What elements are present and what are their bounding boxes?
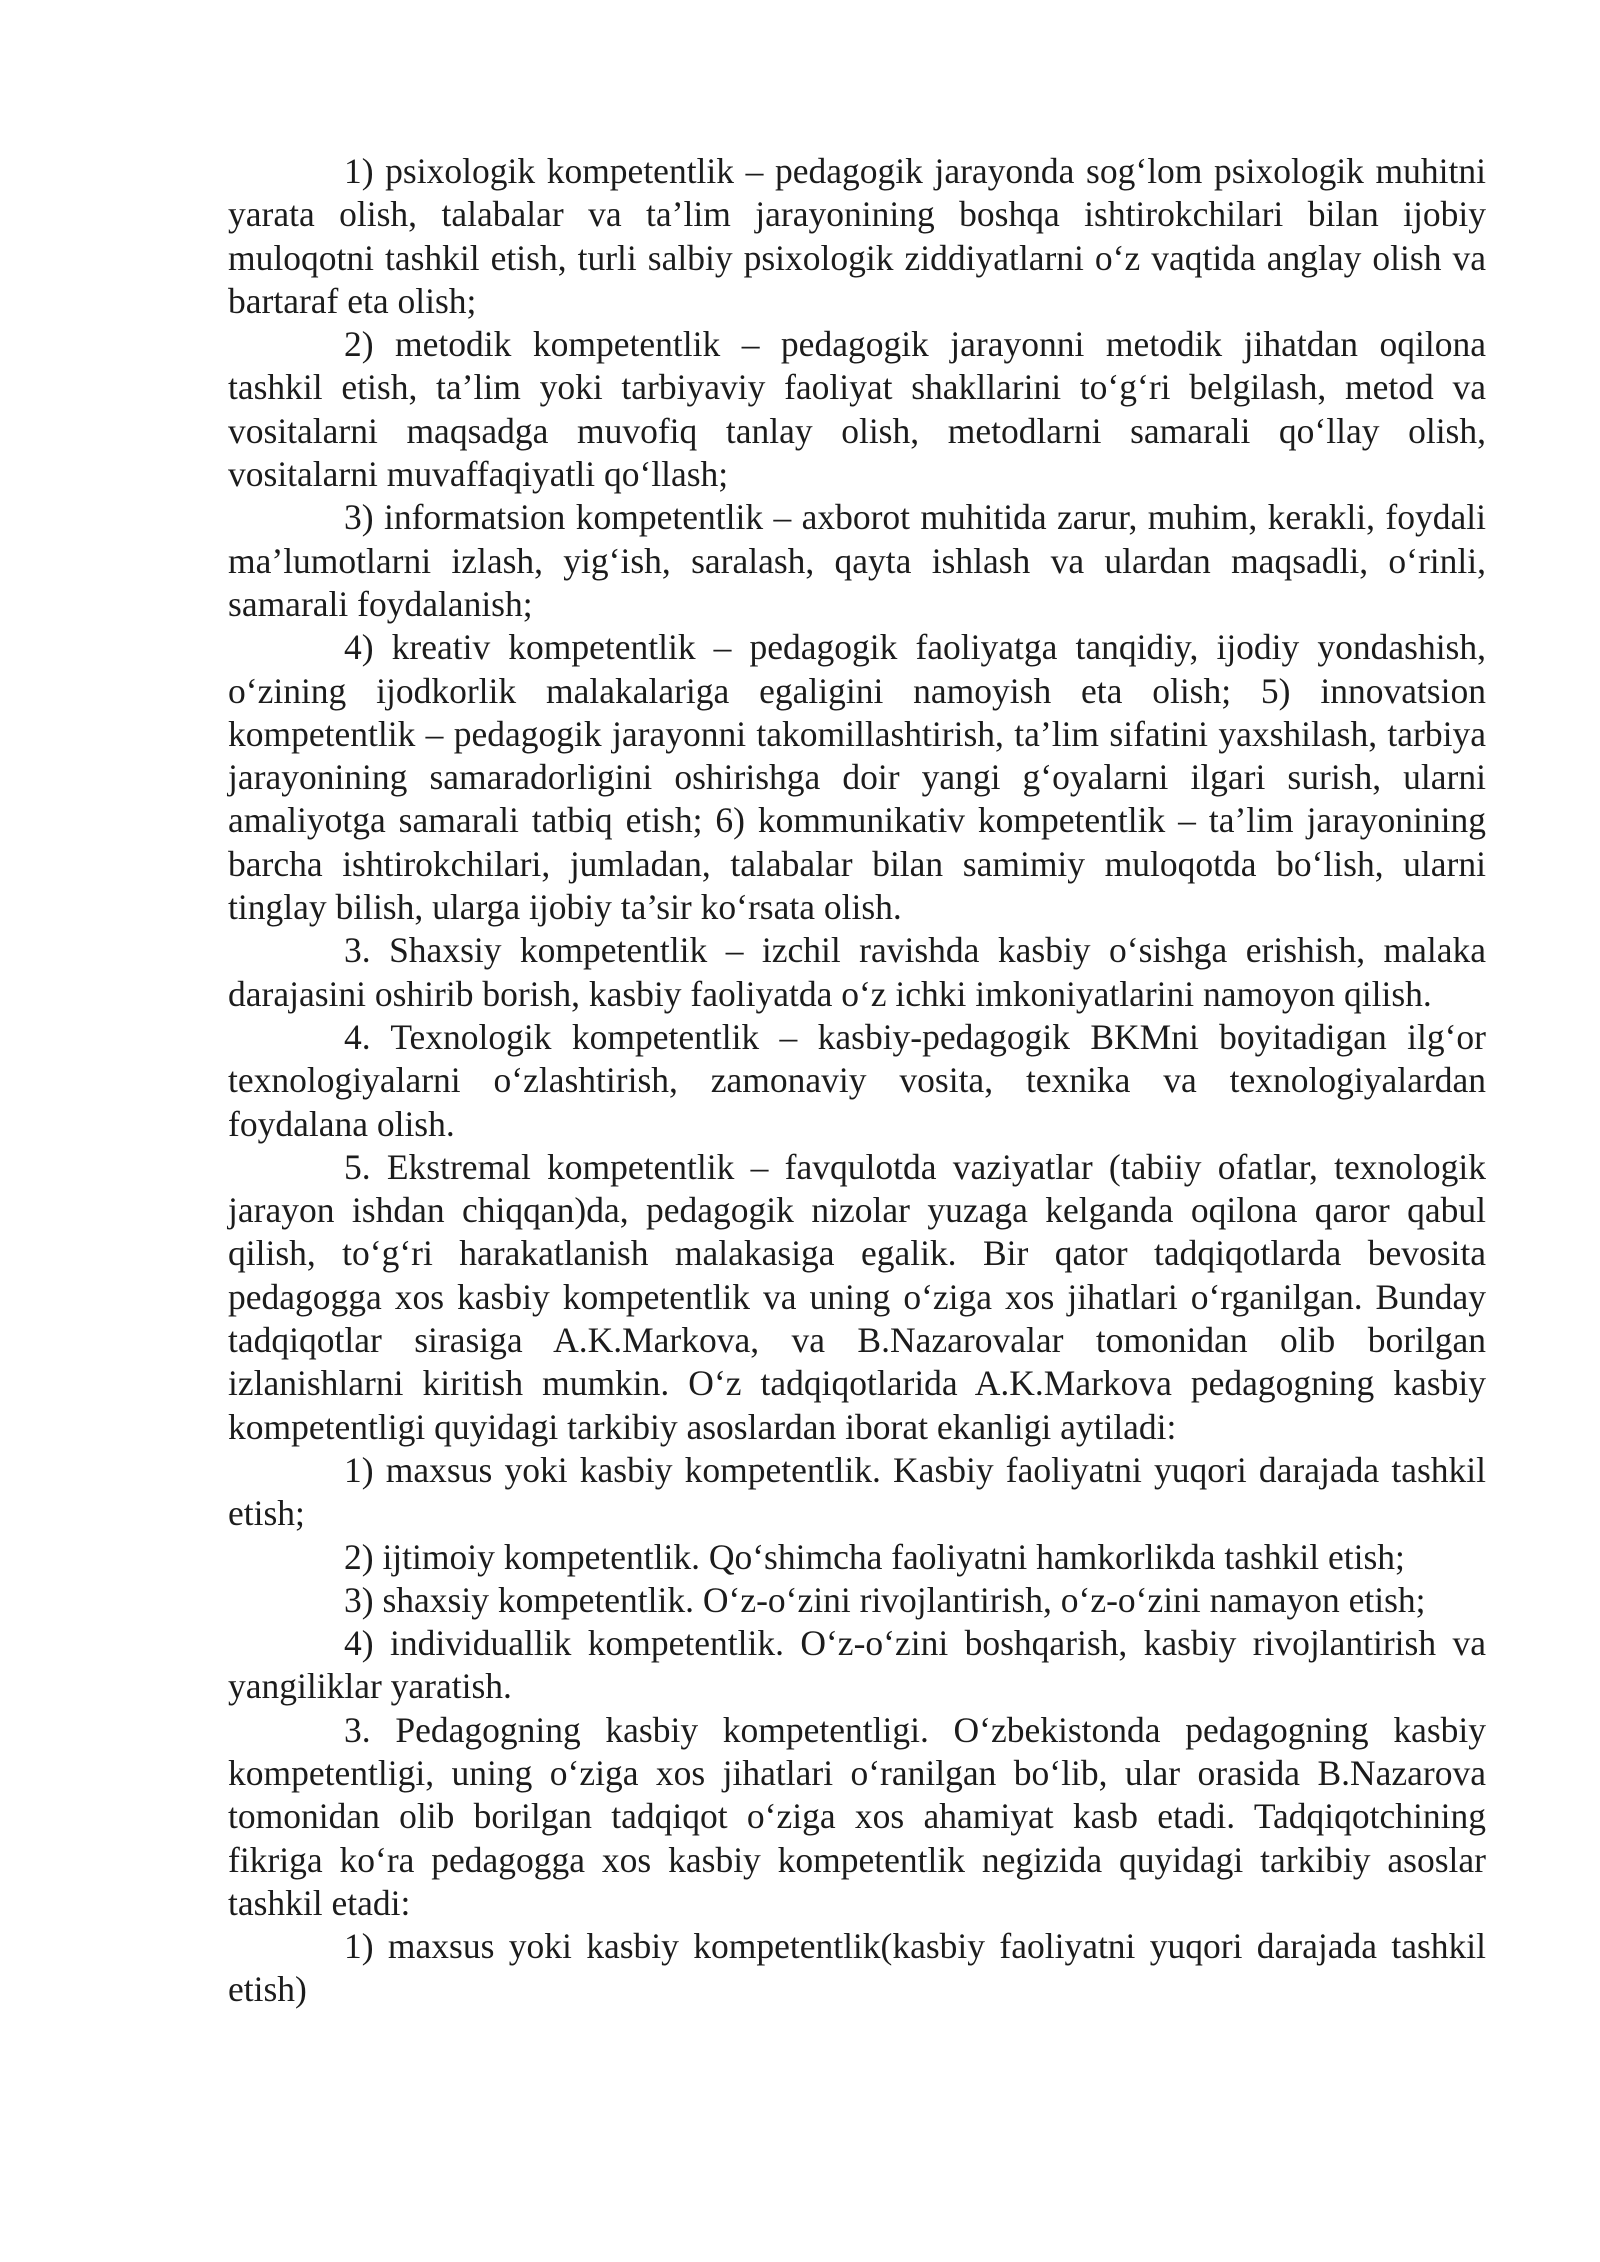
- paragraph-markova-individuallik: 4) individuallik kompetentlik. O‘z-o‘zini boshqarish, kasbiy rivojlantirish va yangiliklar yaratish.: [228, 1623, 1486, 1707]
- paragraph-pedagog-kasbiy-kompetentligi: 3. Pedagogning kasbiy kompetentligi. O‘zbekistonda pedagogning kasbiy kompetentligi, uning o‘ziga xos jihatlari o‘ranilgan bo‘lib, ular orasida B.Nazarova tomonidan olib borilgan tadqiqot o‘ziga xos ahamiyat kasb etadi. Tadqiqotchining fikriga ko‘ra pedagogga xos kasbiy kompetentlik negizida quyidagi tarkibiy asoslar tashkil etadi:: [228, 1709, 1486, 1923]
- paragraph-markova-shaxsiy: 3) shaxsiy kompetentlik. O‘z-o‘zini rivojlantirish, o‘z-o‘zini namayon etish;: [344, 1579, 1426, 1620]
- paragraph-markova-ijtimoiy: 2) ijtimoiy kompetentlik. Qo‘shimcha faoliyatni hamkorlikda tashkil etish;: [344, 1536, 1405, 1577]
- paragraph-informatsion-kompetentlik: 3) informatsion kompetentlik – axborot muhitida zarur, muhim, kerakli, foydali ma’lumotlarni izlash, yig‘ish, saralash, qayta ishlash va ulardan maqsadli, o‘rinli, samarali foydalanish;: [228, 497, 1486, 624]
- document-page: [228, 150, 1486, 2012]
- paragraph-ekstremal-kompetentlik: 5. Ekstremal kompetentlik – favqulotda vaziyatlar (tabiiy ofatlar, texnologik jarayon ishdan chiqqan)da, pedagogik nizolar yuzaga kelganda oqilona qaror qabul qilish, to‘g‘ri harakatlanish malakasiga egalik. Bir qator tadqiqotlarda bevosita pedagogga xos kasbiy kompetentlik va uning o‘ziga xos jihatlari o‘rganilgan. Bunday tadqiqotlar sirasiga A.K.Markova, va B.Nazarovalar tomonidan olib borilgan izlanishlarni kiritish mumkin. O‘z tadqiqotlarida A.K.Markova pedagogning kasbiy kompetentligi quyidagi tarkibiy asoslardan iborat ekanligi aytiladi:: [228, 1146, 1486, 1447]
- paragraph-psixologik-kompetentlik: 1) psixologik kompetentlik – pedagogik jarayonda sog‘lom psixologik muhitni yarata olish, talabalar va ta’lim jarayonining boshqa ishtirokchilari bilan ijobiy muloqotni tashkil etish, turli salbiy psixologik ziddiyatlarni o‘z vaqtida anglay olish va bartaraf eta olish;: [228, 151, 1486, 321]
- paragraph-markova-maxsus: 1) maxsus yoki kasbiy kompetentlik. Kasbiy faoliyatni yuqori darajada tashkil etish;: [228, 1449, 1486, 1534]
- paragraph-kreativ-kompetentlik: 4) kreativ kompetentlik – pedagogik faoliyatga tanqidiy, ijodiy yondashish, o‘zining ijodkorlik malakalariga egaligini namoyish eta olish; 5) innovatsion kompetentlik – pedagogik jarayonni takomillashtirish, ta’lim sifatini yaxshilash, tarbiya jarayonining samaradorligini oshirishga doir yangi g‘oyalarni ilgari surish, ularni amaliyotga samarali tatbiq etish; 6) kommunikativ kompetentlik – ta’lim jarayonining barcha ishtirokchilari, jumladan, talabalar bilan samimiy muloqotda bo‘lish, ularni tinglay bilish, ularga ijobiy ta’sir ko‘rsata olish.: [228, 627, 1486, 928]
- paragraph-texnologik-kompetentlik: 4. Texnologik kompetentlik – kasbiy-pedagogik BKMni boyitadigan ilg‘or texnologiyalarni o‘zlashtirish, zamonaviy vosita, texnika va texnologiyalardan foydalana olish.: [228, 1016, 1486, 1144]
- paragraph-metodik-kompetentlik: 2) metodik kompetentlik – pedagogik jarayonni metodik jihatdan oqilona tashkil etish, ta’lim yoki tarbiyaviy faoliyat shakllarini to‘g‘ri belgilash, metod va vositalarni maqsadga muvofiq tanlay olish, metodlarni samarali qo‘llay olish, vositalarni muvaffaqiyatli qo‘llash;: [228, 324, 1486, 495]
- paragraph-nazarova-maxsus: 1) maxsus yoki kasbiy kompetentlik(kasbiy faoliyatni yuqori darajada tashkil etish): [228, 1926, 1486, 2010]
- paragraph-shaxsiy-kompetentlik: 3. Shaxsiy kompetentlik – izchil ravishda kasbiy o‘sishga erishish, malaka darajasini oshirib borish, kasbiy faoliyatda o‘z ichki imkoniyatlarini namoyon qilish.: [228, 930, 1486, 1014]
